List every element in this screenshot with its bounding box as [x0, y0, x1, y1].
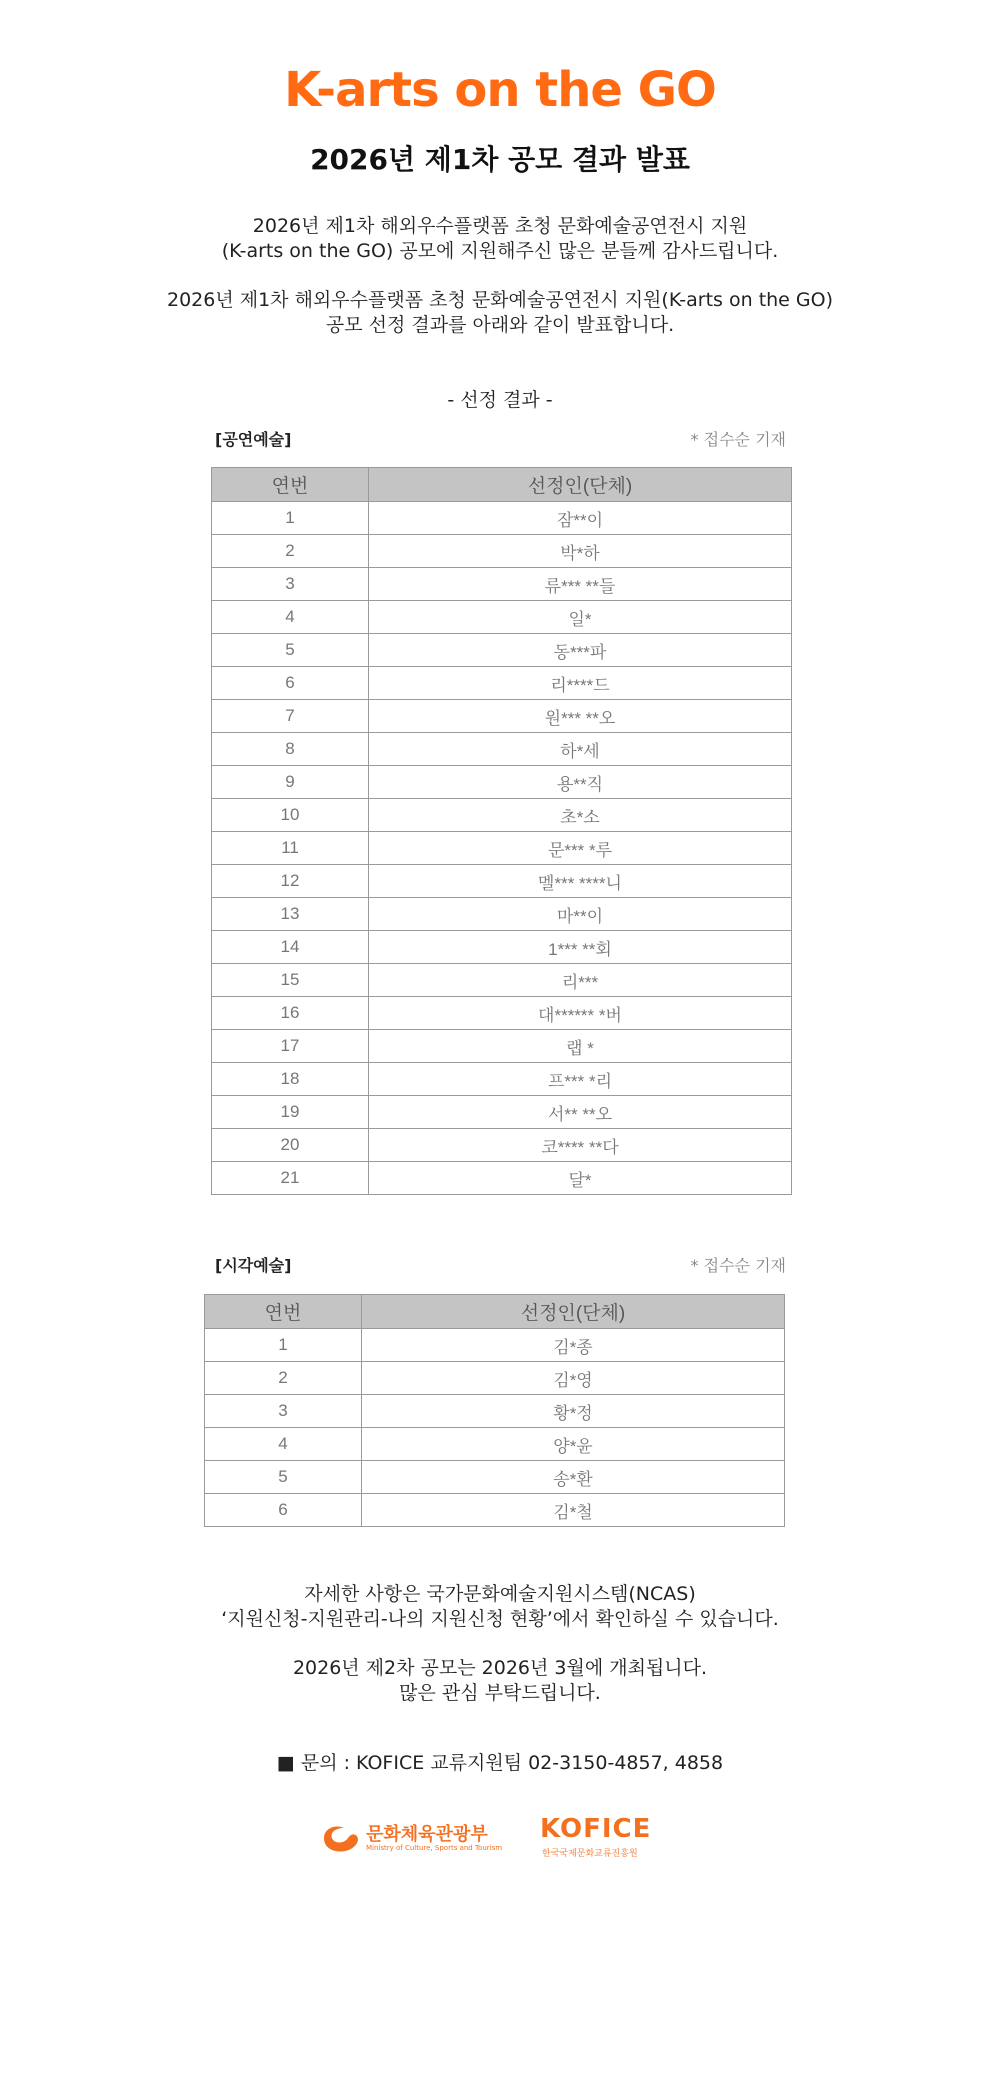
row-number: 10	[212, 799, 369, 832]
selectee-name: 잠**이	[369, 502, 792, 535]
table-row	[212, 568, 792, 601]
table-row	[212, 964, 792, 997]
mcst-emblem-icon	[320, 1822, 360, 1854]
row-number: 4	[205, 1428, 362, 1461]
performing-order-note: * 접수순 기재	[690, 430, 786, 449]
section-heading: - 선정 결과 -	[447, 389, 553, 411]
column-header-number: 연번	[212, 468, 369, 502]
table-row	[212, 1162, 792, 1195]
row-number: 20	[212, 1129, 369, 1162]
table-row	[212, 502, 792, 535]
table-row	[212, 766, 792, 799]
intro-paragraph-2	[0, 288, 1000, 338]
page-title: 2026년 제1차 공모 결과 발표	[310, 143, 690, 176]
table-row	[212, 733, 792, 766]
selectee-name: 달*	[369, 1162, 792, 1195]
row-number: 16	[212, 997, 369, 1030]
selectee-name: 김*영	[362, 1362, 785, 1395]
table-row	[212, 1129, 792, 1162]
selectee-name: 프*** *리	[369, 1063, 792, 1096]
row-number: 17	[212, 1030, 369, 1063]
table-row	[212, 997, 792, 1030]
intro-line: 2026년 제1차 해외우수플랫폼 초청 문화예술공연전시 지원(K-arts on the GO)	[166, 289, 834, 311]
column-header-selectee: 선정인(단체)	[369, 468, 792, 502]
row-number: 3	[212, 568, 369, 601]
table-row	[205, 1329, 785, 1362]
selectee-name: 일*	[369, 601, 792, 634]
selectee-name: 멜*** ****니	[369, 865, 792, 898]
selectee-name: 김*종	[362, 1329, 785, 1362]
selectee-name: 서** **오	[369, 1096, 792, 1129]
table-row	[205, 1494, 785, 1527]
intro-paragraph-1	[0, 214, 1000, 264]
table-row	[205, 1461, 785, 1494]
intro-line: 공모 선정 결과를 아래와 같이 발표합니다.	[325, 314, 675, 336]
table-row	[212, 634, 792, 667]
row-number: 4	[212, 601, 369, 634]
outro-line: 많은 관심 부탁드립니다.	[399, 1682, 601, 1704]
row-number: 5	[212, 634, 369, 667]
selectee-name: 1*** **회	[369, 931, 792, 964]
selectee-name: 송*환	[362, 1461, 785, 1494]
table-row	[212, 667, 792, 700]
selectee-name: 양*윤	[362, 1428, 785, 1461]
table-row	[212, 799, 792, 832]
outro-line: ‘지원신청-지원관리-나의 지원신청 현황’에서 확인하실 수 있습니다.	[221, 1608, 779, 1630]
column-header-number: 연번	[205, 1295, 362, 1329]
table-row	[212, 1096, 792, 1129]
column-header-selectee: 선정인(단체)	[362, 1295, 785, 1329]
row-number: 13	[212, 898, 369, 931]
row-number: 9	[212, 766, 369, 799]
selectee-name: 동***파	[369, 634, 792, 667]
row-number: 1	[212, 502, 369, 535]
selectee-name: 초*소	[369, 799, 792, 832]
selectee-name: 코**** **다	[369, 1129, 792, 1162]
row-number: 18	[212, 1063, 369, 1096]
intro-line: 2026년 제1차 해외우수플랫폼 초청 문화예술공연전시 지원	[252, 215, 748, 237]
table-row	[205, 1428, 785, 1461]
table-header-row	[205, 1295, 785, 1329]
table-row	[212, 1063, 792, 1096]
mcst-logo	[320, 1820, 530, 1856]
row-number: 19	[212, 1096, 369, 1129]
table-row	[212, 700, 792, 733]
selectee-name: 김*철	[362, 1494, 785, 1527]
row-number: 21	[212, 1162, 369, 1195]
selectee-name: 박*하	[369, 535, 792, 568]
table-row	[212, 832, 792, 865]
selectee-name: 리****드	[369, 667, 792, 700]
mcst-name: 문화체육관광부	[366, 1824, 488, 1845]
selectee-name: 하*세	[369, 733, 792, 766]
brand-title: K-arts on the GO	[284, 62, 716, 118]
visual-arts-table	[204, 1294, 785, 1527]
kofice-korean-name: 한국국제문화교류진흥원	[542, 1849, 638, 1859]
row-number: 1	[205, 1329, 362, 1362]
table-row	[212, 1030, 792, 1063]
selectee-name: 마**이	[369, 898, 792, 931]
intro-line: (K-arts on the GO) 공모에 지원해주신 많은 분들께 감사드립니다.	[221, 240, 779, 262]
selectee-name: 리***	[369, 964, 792, 997]
row-number: 3	[205, 1395, 362, 1428]
selectee-name: 용**직	[369, 766, 792, 799]
row-number: 7	[212, 700, 369, 733]
kofice-name: KOFICE	[540, 1814, 652, 1844]
row-number: 12	[212, 865, 369, 898]
row-number: 5	[205, 1461, 362, 1494]
row-number: 8	[212, 733, 369, 766]
table-row	[212, 931, 792, 964]
outro-line: 2026년 제2차 공모는 2026년 3월에 개최됩니다.	[292, 1657, 708, 1679]
selectee-name: 원*** **오	[369, 700, 792, 733]
selectee-name: 대****** *버	[369, 997, 792, 1030]
table-header-row	[212, 468, 792, 502]
table-row	[205, 1362, 785, 1395]
performing-arts-table	[211, 467, 792, 1195]
selectee-name: 류*** **들	[369, 568, 792, 601]
row-number: 6	[205, 1494, 362, 1527]
visual-order-note: * 접수순 기재	[690, 1256, 786, 1275]
mcst-english-name: Ministry of Culture, Sports and Tourism	[366, 1844, 503, 1852]
selectee-name: 황*정	[362, 1395, 785, 1428]
footer-logos	[0, 1814, 1000, 1864]
contact-info: ■ 문의 : KOFICE 교류지원팀 02-3150-4857, 4858	[276, 1752, 724, 1774]
table-row	[205, 1395, 785, 1428]
table-row	[212, 601, 792, 634]
outro-paragraph-2	[0, 1656, 1000, 1706]
row-number: 2	[205, 1362, 362, 1395]
row-number: 6	[212, 667, 369, 700]
outro-paragraph-1	[0, 1582, 1000, 1632]
row-number: 11	[212, 832, 369, 865]
selectee-name: 문*** *루	[369, 832, 792, 865]
kofice-logo	[540, 1814, 660, 1858]
table-row	[212, 865, 792, 898]
outro-line: 자세한 사항은 국가문화예술지원시스템(NCAS)	[304, 1583, 696, 1605]
visual-arts-label: [시각예술]	[215, 1256, 292, 1275]
table-row	[212, 535, 792, 568]
row-number: 2	[212, 535, 369, 568]
performing-arts-label: [공연예술]	[215, 430, 292, 449]
table-row	[212, 898, 792, 931]
row-number: 14	[212, 931, 369, 964]
row-number: 15	[212, 964, 369, 997]
selectee-name: 랩 *	[369, 1030, 792, 1063]
